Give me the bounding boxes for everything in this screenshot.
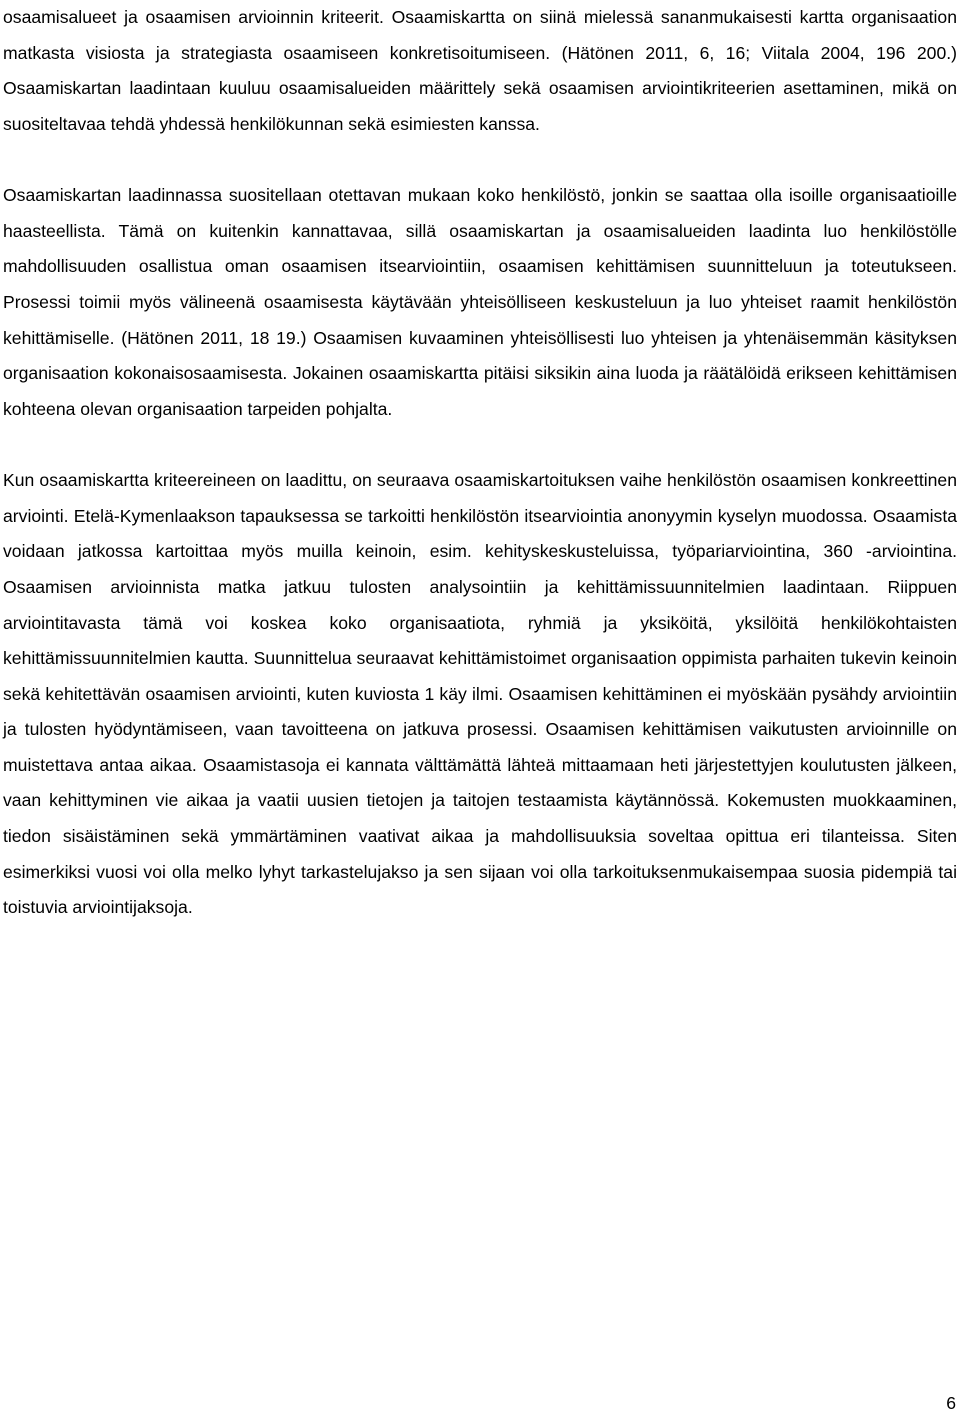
page-number: 6 xyxy=(946,1393,956,1413)
paragraph-laadinta-henkilosto: Osaamiskartan laadinnassa suositellaan otettavan mukaan koko henkilöstö, jonkin se saattaa olla isoille organisaatioille haasteellista. Tämä on kuitenkin kannattavaa, sillä osaamiskartan ja osaamisalueiden laadinta luo henkilöstölle mahdollisuuden osallistua oman osaamisen itsearviointiin, osaamisen kehittämisen suunnitteluun ja toteutukseen. Prosessi toimii myös välineenä osaamisesta käytävään yhteisölliseen keskusteluun ja luo yhteiset raamit henkilöstön kehittämiselle. (Hätönen 2011, 18 19.) Osaamisen kuvaaminen yhteisöllisesti luo yhteisen ja yhtenäisemmän käsityksen organisaation kokonaisosaamisesta. Jokainen osaamiskartta pitäisi siksikin aina luoda ja räätälöidä erikseen kehittämisen kohteena olevan organisaation tarpeiden pohjalta. xyxy=(3,185,957,419)
paragraph-osaamiskartta-definition: osaamisalueet ja osaamisen arvioinnin kriteerit. Osaamiskartta on siinä mielessä sananmukaisesti kartta organisaation matkasta visiosta ja strategiasta osaamiseen konkretisoitumiseen. (Hätönen 2011, 6, 16; Viitala 2004, 196 200.) Osaamiskartan laadintaan kuuluu osaamisalueiden määrittely sekä osaamisen arviointikriteerien asettaminen, mikä on suositeltavaa tehdä yhdessä henkilökunnan sekä esimiesten kanssa. xyxy=(3,7,957,134)
paragraph-arviointi-prosessi: Kun osaamiskartta kriteereineen on laadittu, on seuraava osaamiskartoituksen vaihe henkilöstön osaamisen konkreettinen arviointi. Etelä-Kymenlaakson tapauksessa se tarkoitti henkilöstön itsearviointia anonyymin kyselyn muodossa. Osaamista voidaan jatkossa kartoittaa myös muilla keinoin, esim. kehityskeskusteluissa, työpariarviointina, 360 -arviointina. Osaamisen arvioinnista matka jatkuu tulosten analysointiin ja kehittämissuunnitelmien laadintaan. Riippuen arviointitavasta tämä voi koskea koko organisaatiota, ryhmiä ja yksiköitä, yksilöitä henkilökohtaisten kehittämissuunnitelmien kautta. Suunnittelua seuraavat kehittämistoimet organisaation oppimista parhaiten tukevin keinoin sekä kehitettävän osaamisen arviointi, kuten kuviosta 1 käy ilmi. Osaamisen kehittäminen ei myöskään pysähdy arviointiin ja tulosten hyödyntämiseen, vaan tavoitteena on jatkuva prosessi. Osaamisen kehittämisen vaikutusten arvioinnille on muistettava antaa aikaa. Osaamistasoja ei kannata välttämättä lähteä mittaamaan heti järjestettyjen koulutusten jälkeen, vaan kehittyminen vie aikaa ja vaatii uusien tietojen ja taitojen testaamista käytännössä. Kokemusten muokkaaminen, tiedon sisäistäminen sekä ymmärtäminen vaativat aikaa ja mahdollisuuksia soveltaa opittua eri tilanteissa. Siten esimerkiksi vuosi voi olla melko lyhyt tarkastelujakso ja sen sijaan voi olla tarkoituksenmukaisempaa suosia pidempiä tai toistuvia arviointijaksoja. xyxy=(3,470,957,918)
document-page xyxy=(3,0,957,926)
